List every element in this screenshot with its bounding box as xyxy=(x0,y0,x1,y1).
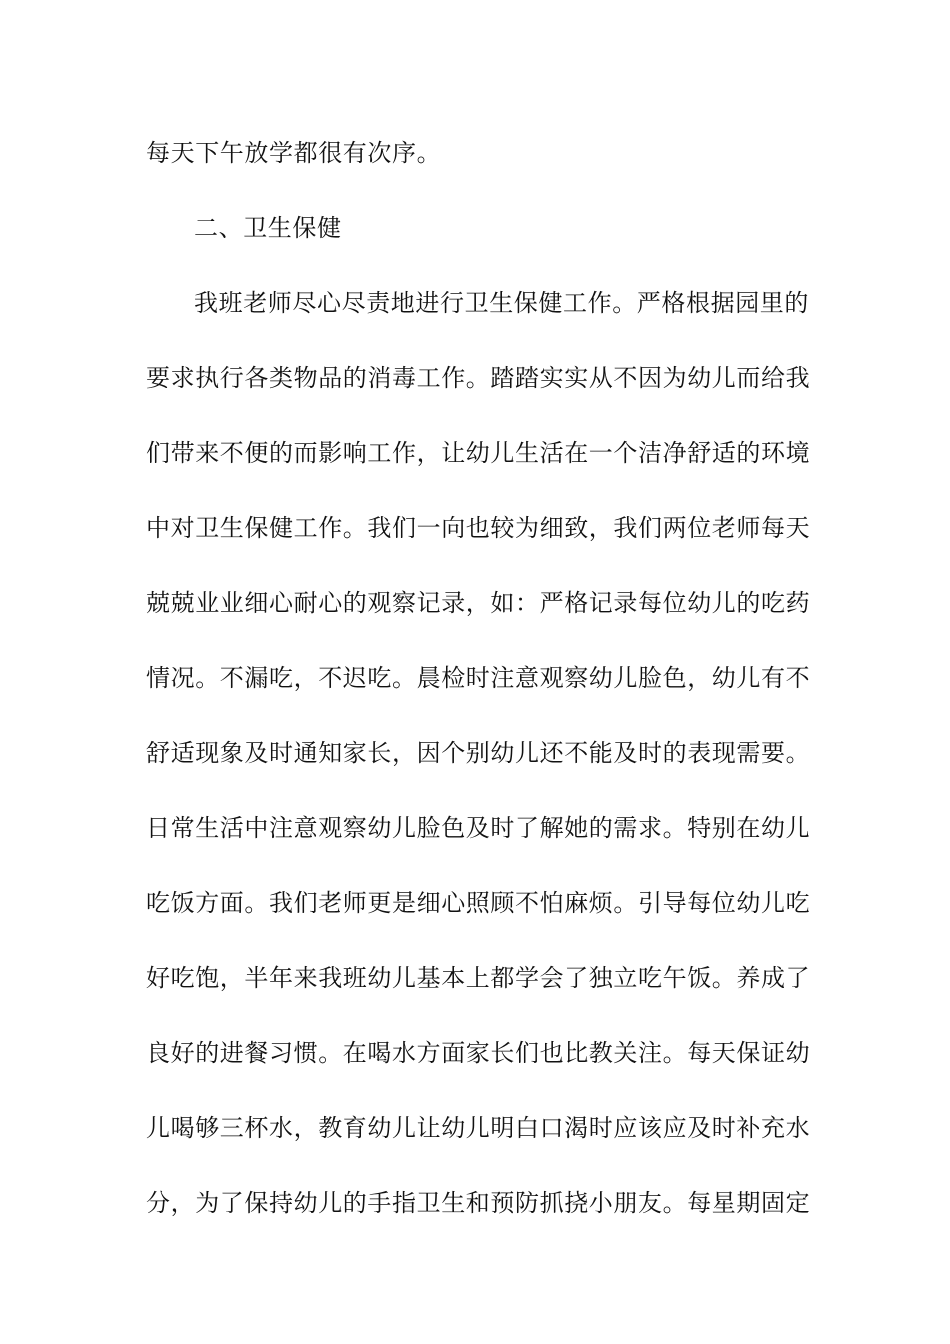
document-body xyxy=(146,133,810,1258)
paragraph-line: 吃饭方面。我们老师更是细心照顾不怕麻烦。引导每位幼儿吃 xyxy=(146,889,811,917)
paragraph-line: 舒适现象及时通知家长，因个别幼儿还不能及时的表现需要。 xyxy=(146,739,811,767)
paragraph-line: 分，为了保持幼儿的手指卫生和预防抓挠小朋友。每星期固定 xyxy=(146,1189,811,1217)
paragraph-line: 好吃饱，半年来我班幼儿基本上都学会了独立吃午饭。养成了 xyxy=(146,964,811,992)
paragraph-line: 我班老师尽心尽责地进行卫生保健工作。严格根据园里的 xyxy=(194,289,809,317)
paragraph-line: 儿喝够三杯水，教育幼儿让幼儿明白口渴时应该应及时补充水 xyxy=(146,1114,811,1142)
paragraph-line: 良好的进餐习惯。在喝水方面家长们也比教关注。每天保证幼 xyxy=(146,1039,811,1067)
text-line: 每天下午放学都很有次序。 xyxy=(146,139,442,167)
paragraph-line: 中对卫生保健工作。我们一向也较为细致，我们两位老师每天 xyxy=(146,514,811,542)
section-heading: 二、卫生保健 xyxy=(194,214,342,242)
paragraph-line: 要求执行各类物品的消毒工作。踏踏实实从不因为幼儿而给我 xyxy=(146,364,811,392)
paragraph-line: 们带来不便的而影响工作，让幼儿生活在一个洁净舒适的环境 xyxy=(146,439,811,467)
paragraph-line: 日常生活中注意观察幼儿脸色及时了解她的需求。特别在幼儿 xyxy=(146,814,811,842)
paragraph-line: 情况。不漏吃，不迟吃。晨检时注意观察幼儿脸色，幼儿有不 xyxy=(146,664,811,692)
paragraph-line: 兢兢业业细心耐心的观察记录，如：严格记录每位幼儿的吃药 xyxy=(146,589,811,617)
